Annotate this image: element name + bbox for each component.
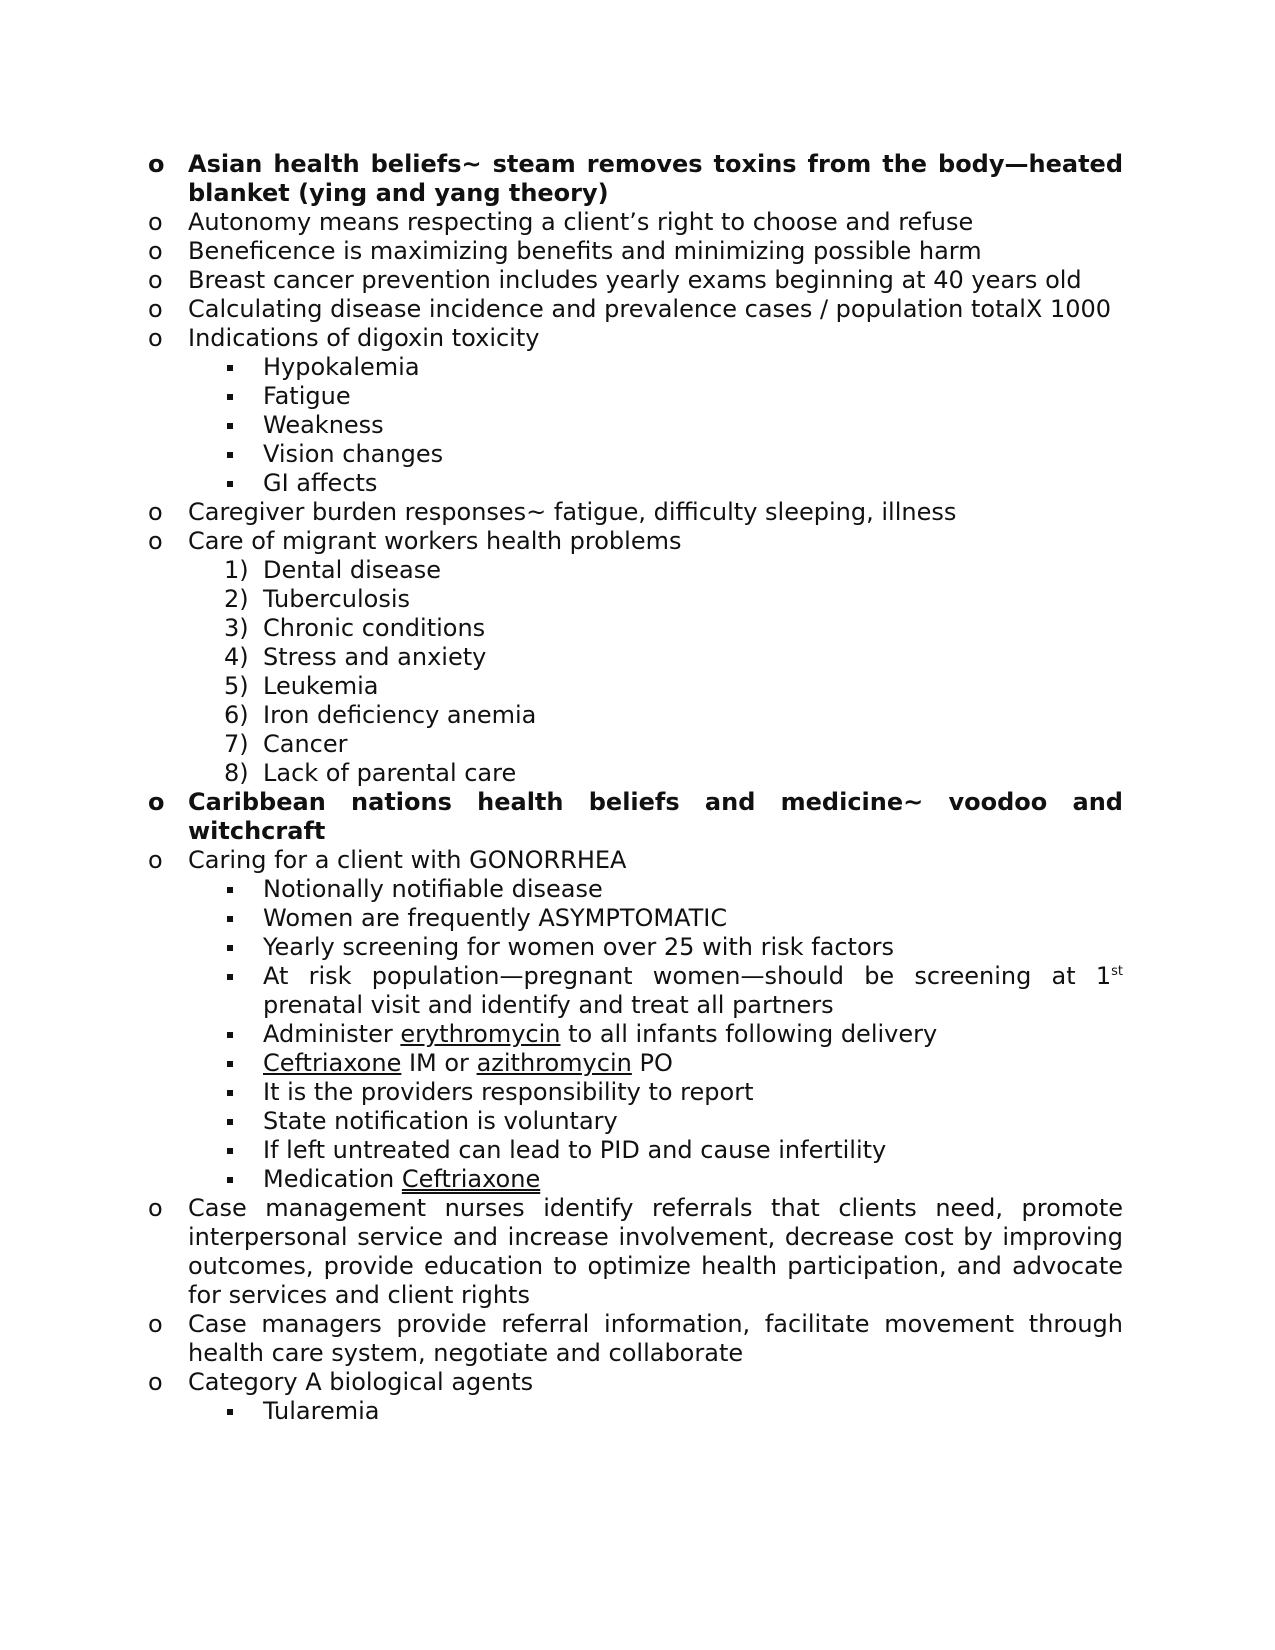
bullet: o	[148, 1194, 163, 1222]
sub-item	[148, 904, 1123, 933]
list-item-breast-cancer	[148, 266, 1123, 295]
item-text: Calculating disease incidence and prevalence cases / population totalX 1000	[188, 295, 1112, 323]
item-text: Case managers provide referral information, facilitate movement through health care system, negotiate and collaborate	[188, 1310, 1123, 1367]
sub-item	[148, 962, 1123, 1020]
drug-name: Ceftriaxone	[401, 1165, 541, 1193]
list-item-caregiver	[148, 498, 1123, 527]
bullet: o	[148, 266, 163, 294]
square-bullet-icon	[227, 887, 233, 893]
sub-item-text: GI affects	[263, 469, 378, 497]
sub-item-text: At risk population—pregnant women—should be screening at 1	[263, 962, 1112, 990]
bullet: o	[148, 1368, 163, 1396]
sub-item-text: Fatigue	[263, 382, 351, 410]
square-bullet-icon	[227, 1061, 233, 1067]
sub-item-text: Cancer	[263, 730, 348, 758]
square-bullet-icon	[227, 452, 233, 458]
sub-item-text: Administer	[263, 1020, 401, 1048]
bullet: o	[148, 527, 163, 555]
sub-item	[148, 1136, 1123, 1165]
item-number: 1)	[224, 556, 249, 584]
numbered-item	[148, 730, 1123, 759]
list-item-case-managers	[148, 1310, 1123, 1368]
square-bullet-icon	[227, 945, 233, 951]
sub-item-text: Tuberculosis	[263, 585, 410, 613]
item-text: Caribbean nations health beliefs and medicine~ voodoo and witchcraft	[188, 788, 1123, 845]
square-bullet-icon	[227, 1409, 233, 1415]
sub-item	[148, 411, 1123, 440]
bullet: o	[148, 295, 163, 323]
sub-item-text: Vision changes	[263, 440, 444, 468]
square-bullet-icon	[227, 423, 233, 429]
sub-item-text: Iron deficiency anemia	[263, 701, 537, 729]
sub-item-text: Chronic conditions	[263, 614, 486, 642]
list-item-digoxin	[148, 324, 1123, 353]
sub-item-text: It is the providers responsibility to report	[263, 1078, 754, 1106]
square-bullet-icon	[227, 1177, 233, 1183]
list-item-migrant	[148, 527, 1123, 556]
list-item-gonorrhea	[148, 846, 1123, 875]
item-text: Case management nurses identify referrals that clients need, promote interpersonal service and increase involvement, decrease cost by improving outcomes, provide education to optimize health participation, and advocate for services and client rights	[188, 1194, 1123, 1309]
bullet: o	[148, 1310, 163, 1338]
square-bullet-icon	[227, 1148, 233, 1154]
numbered-item	[148, 556, 1123, 585]
square-bullet-icon	[227, 394, 233, 400]
sub-item	[148, 353, 1123, 382]
sub-item	[148, 1020, 1123, 1049]
sub-item	[148, 1165, 1123, 1194]
sub-item	[148, 875, 1123, 904]
sub-item	[148, 469, 1123, 498]
item-text: Autonomy means respecting a client’s right to choose and refuse	[188, 208, 974, 236]
sub-item-text: Leukemia	[263, 672, 379, 700]
sub-item	[148, 382, 1123, 411]
sub-item-text: Medication	[263, 1165, 402, 1193]
square-bullet-icon	[227, 1032, 233, 1038]
sub-item	[148, 1107, 1123, 1136]
list-item-case-management	[148, 1194, 1123, 1310]
drug-name: azithromycin	[476, 1049, 632, 1077]
bullet: o	[148, 208, 163, 236]
sub-item	[148, 440, 1123, 469]
bullet: o	[148, 150, 165, 178]
item-text: Indications of digoxin toxicity	[188, 324, 540, 352]
item-number: 6)	[224, 701, 249, 729]
list-item-autonomy	[148, 208, 1123, 237]
square-bullet-icon	[227, 365, 233, 371]
sub-item	[148, 933, 1123, 962]
square-bullet-icon	[227, 974, 233, 980]
sub-item-text: If left untreated can lead to PID and cause infertility	[263, 1136, 887, 1164]
item-text: Asian health beliefs~ steam removes toxins from the body—heated blanket (ying and yang theory)	[188, 150, 1123, 207]
sub-item-text: Hypokalemia	[263, 353, 420, 381]
square-bullet-icon	[227, 1119, 233, 1125]
bullet: o	[148, 237, 163, 265]
numbered-item	[148, 759, 1123, 788]
sub-item-text: Women are frequently ASYMPTOMATIC	[263, 904, 728, 932]
sub-item	[148, 1078, 1123, 1107]
item-number: 5)	[224, 672, 249, 700]
list-item-incidence	[148, 295, 1123, 324]
sub-item	[148, 1049, 1123, 1078]
sub-item-text: to all infants following delivery	[560, 1020, 938, 1048]
drug-name: erythromycin	[400, 1020, 561, 1048]
square-bullet-icon	[227, 481, 233, 487]
numbered-item	[148, 643, 1123, 672]
sub-item-text: Yearly screening for women over 25 with risk factors	[263, 933, 895, 961]
notes-list	[148, 150, 1123, 1426]
list-item-category-a	[148, 1368, 1123, 1397]
sub-item	[148, 1397, 1123, 1426]
sub-item-text: IM or	[401, 1049, 477, 1077]
sub-item-text: Tularemia	[263, 1397, 380, 1425]
item-text: Care of migrant workers health problems	[188, 527, 682, 555]
numbered-item	[148, 701, 1123, 730]
sub-item-text: State notification is voluntary	[263, 1107, 618, 1135]
item-text: Caregiver burden responses~ fatigue, difficulty sleeping, illness	[188, 498, 957, 526]
bullet: o	[148, 846, 163, 874]
item-number: 3)	[224, 614, 249, 642]
bullet: o	[148, 324, 163, 352]
sub-item-text: PO	[631, 1049, 673, 1077]
square-bullet-icon	[227, 916, 233, 922]
item-text: Category A biological agents	[188, 1368, 534, 1396]
list-item-caribbean	[148, 788, 1123, 846]
square-bullet-icon	[227, 1090, 233, 1096]
list-item-beneficence	[148, 237, 1123, 266]
item-number: 2)	[224, 585, 249, 613]
bullet: o	[148, 788, 165, 816]
numbered-item	[148, 672, 1123, 701]
sub-item-text: Stress and anxiety	[263, 643, 487, 671]
item-text: Beneficence is maximizing benefits and minimizing possible harm	[188, 237, 982, 265]
sub-item-text: prenatal visit and identify and treat all partners	[263, 991, 834, 1019]
superscript: st	[1111, 964, 1123, 979]
sub-item-text: Lack of parental care	[263, 759, 517, 787]
sub-item-text: Notionally notifiable disease	[263, 875, 603, 903]
list-item-asian-beliefs	[148, 150, 1123, 208]
numbered-item	[148, 614, 1123, 643]
item-number: 8)	[224, 759, 249, 787]
sub-item-text: Dental disease	[263, 556, 442, 584]
sub-item-text: Weakness	[263, 411, 384, 439]
bullet: o	[148, 498, 163, 526]
drug-name: Ceftriaxone	[263, 1049, 402, 1077]
item-number: 7)	[224, 730, 249, 758]
numbered-item	[148, 585, 1123, 614]
item-number: 4)	[224, 643, 249, 671]
item-text: Caring for a client with GONORRHEA	[188, 846, 627, 874]
item-text: Breast cancer prevention includes yearly exams beginning at 40 years old	[188, 266, 1082, 294]
